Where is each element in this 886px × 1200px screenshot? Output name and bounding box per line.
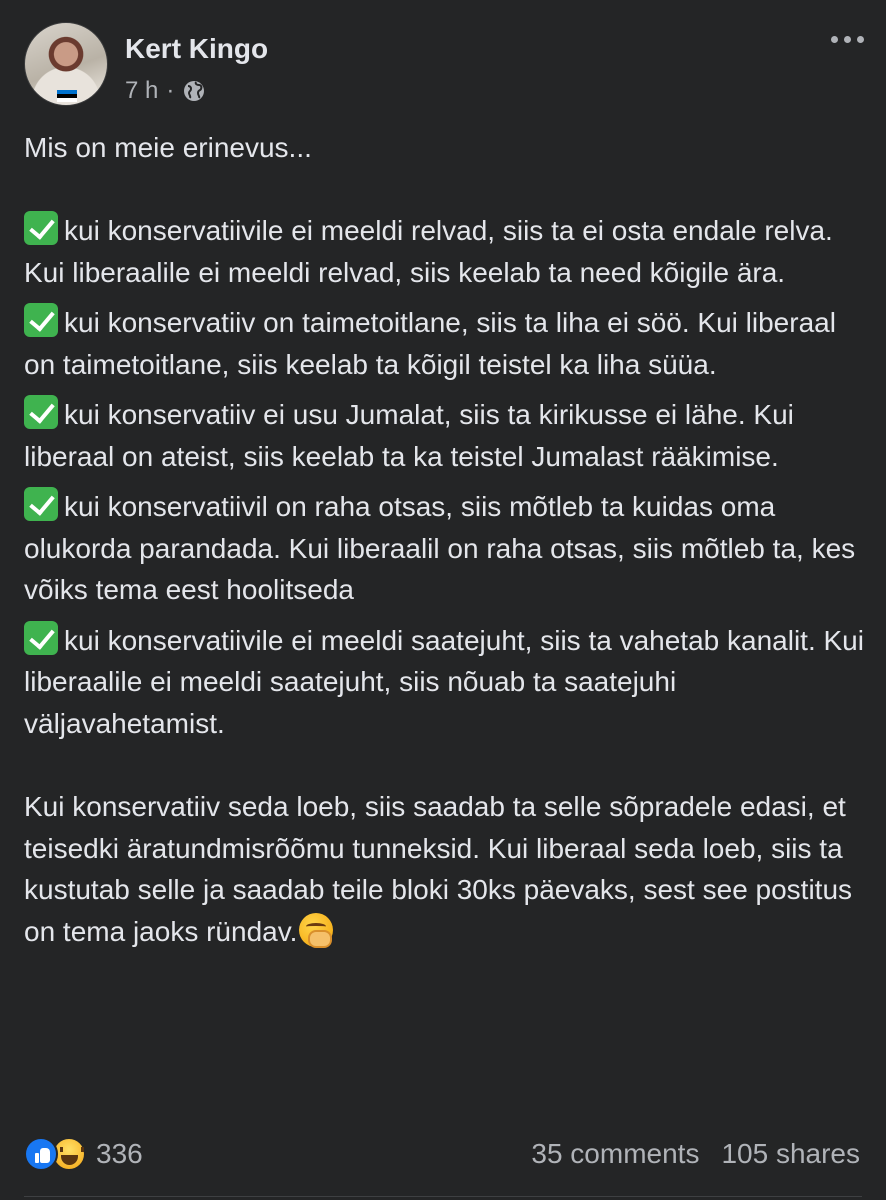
reaction-icons	[24, 1137, 86, 1171]
list-item	[24, 394, 866, 477]
list-item-text: kui konservatiiv on taimetoitlane, siis ta liha ei söö. Kui liberaal on taimetoitlane, siis keelab ta kõigil teistel ka liha süüa.	[24, 307, 836, 380]
globe-icon[interactable]	[182, 79, 206, 103]
post-meta	[125, 77, 206, 105]
check-mark-icon	[24, 395, 58, 429]
post-body	[24, 127, 866, 952]
post-intro: Mis on meie erinevus...	[24, 132, 312, 163]
post-time[interactable]: 7 h	[125, 77, 159, 104]
list-item	[24, 210, 866, 293]
reaction-count: 336	[96, 1138, 143, 1169]
list-item	[24, 302, 866, 385]
divider	[24, 1196, 862, 1197]
check-mark-icon	[24, 211, 58, 245]
post-outro-text: Kui konservatiiv seda loeb, siis saadab ta selle sõpradele edasi, et teisedki äratundmisrõõmu tunneksid. Kui liberaal seda loeb, siis ta kustutab selle ja saadab teile bloki 30ks päevaks, sest see postitus on tema jaoks ründav.	[24, 791, 853, 947]
list-item-text: kui konservatiiv ei usu Jumalat, siis ta kirikusse ei lähe. Kui liberaal on ateist, siis keelab ta ka teistel Jumalast rääkimise.	[24, 399, 794, 472]
reactions-summary[interactable]	[24, 1137, 143, 1171]
list-item-text: kui konservatiivile ei meeldi saatejuht, siis ta vahetab kanalit. Kui liberaalile ei meeldi saatejuht, siis nõuab ta saatejuhi väljavahetamist.	[24, 624, 864, 739]
author-name[interactable]: Kert Kingo	[125, 33, 269, 64]
list-item	[24, 620, 866, 745]
list-item-text: kui konservatiivil on raha otsas, siis mõtleb ta kuidas oma olukorda parandada. Kui liberaalil on raha otsas, siis mõtleb ta, kes võiks tema eest hoolitseda	[24, 491, 856, 605]
post-footer	[24, 1137, 860, 1171]
shares-count[interactable]: 105 shares	[721, 1138, 860, 1169]
check-mark-icon	[24, 303, 58, 337]
list-item	[24, 486, 866, 611]
list-item-text: kui konservatiivile ei meeldi relvad, siis ta ei osta endale relva. Kui liberaalile ei meeldi relvad, siis keelab ta need kõigile ära.	[24, 215, 833, 288]
check-mark-icon	[24, 621, 58, 655]
engagement-counts	[531, 1138, 860, 1170]
meta-separator: ·	[166, 77, 175, 104]
face-with-hand-over-mouth-icon	[299, 913, 333, 947]
check-mark-icon	[24, 487, 58, 521]
like-icon	[24, 1137, 58, 1171]
post-outro	[24, 786, 866, 952]
comments-count[interactable]: 35 comments	[531, 1138, 700, 1169]
more-options-icon[interactable]	[831, 36, 864, 43]
estonian-flag-icon	[57, 90, 77, 102]
